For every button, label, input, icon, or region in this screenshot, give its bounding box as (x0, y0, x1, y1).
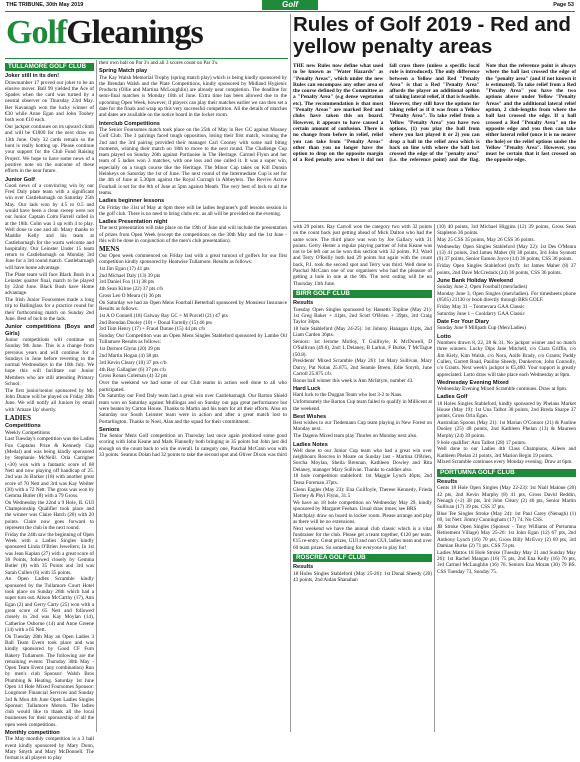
result-line: 1st Jim Egan (17) 41 pts (99, 265, 150, 272)
paragraph: On Tuesday 28th May an Open Ladies 3 Ball Team Event took place and was kindly sponsored by Good CF Furn Bakery Tullamore. The following are the remaining events: Thursday 30th May - Open Team Event (any combination) Run by men's club Sponsor: Walsh Bros Plumbing & Heating. Saturday 1st June Open 14 Hole Mixed Foursomes Sponsor: Longmore Financial Services and Sunday 3rd & Mon 4th June Open Ladies Singles Sponsor: Tullamore Motors. The ladies club would like to thank all the local businesses for their sponsorship of all the open week competitions. (5, 633, 94, 728)
column-roscrea-portumna (437, 224, 576, 732)
paragraph: Sunday June 2, Open Fourball (men/ladies) (437, 284, 528, 291)
paragraph: Wednesday Open Singles Stableford (May 22): 1st Des O'Meara (13) 41 points, 2nd James Maher (8) 38 points, 3rd John Synnott (9) 37 points, Senior Eamon Joyce (14) 36 points, CSS 36 points. (437, 243, 576, 263)
masthead-part2: Gleanings (66, 14, 203, 51)
subheading: Lotto (437, 333, 451, 340)
paragraph: On Wednesday the 22nd a 9 Hole, IL GUI Championship Qualifier took place and the winner was Claire Hatch (20) with 20 points. Claire now goes forward to represent the club in the next round. (5, 499, 94, 532)
section-heading-mens: MENS (99, 245, 120, 254)
result-line: 2nd Michael Daly (13) 39 pts (99, 272, 161, 279)
paragraph: Presidents' Mixed Scramble (May 26): 1st Mary Sullivan, Mary Darcy, Pat Nolan 25.875, 2nd Seamie Breen, Edie Smyth, June Carroll 25.875 c/b. (293, 358, 432, 378)
subheading: Seniors (99, 426, 120, 433)
paragraph: Sunday Our Competition was an Open Mens Singles Stableford sponsored by Lambe Oil Tullamore Results as follows: (99, 333, 287, 346)
column-tullamore-cont (99, 60, 287, 732)
paragraph: Our jackpot continues on its upward climb and will be €1800 for the next draw on 13th June. Only 32 cards remain so the hunt is really hotting up. Please continue your support for the Club Fund Raising Project. We hope to have some news of a positive note on the outcome of these efforts in the near future. (5, 124, 94, 175)
paragraph: Friday May 31 – Toomevara GAA Classic (437, 304, 525, 311)
column-divider (290, 14, 291, 732)
result-line: 3rd Tom Henry (17) + Fraud Dunne (15) 44 pts c/b (99, 326, 205, 333)
paragraph: Wednesday Evening Mixed Scramble continues. Draw at 6pm. (437, 386, 568, 393)
section-tab: Golf (262, 0, 318, 10)
publication-date: THE TRIBUNE, 30th May 2019 (6, 2, 84, 8)
paragraph: Seniors: 1st Jerome Molloy, T Guilfoyle, K McDowell, D O'Sullivan (49.6), 2nd: L Delaney, B Larkin, F Burke, T McTague (50.8). (293, 339, 432, 358)
column-divider (96, 60, 97, 732)
paragraph: Tuesday Open Singles sponsored by Hassetts Topline (May 21): 1st Greg Baker + 41pts, 2nd Scott O'Brien + 39pts, 3rd Craig Taylor 38pts. (293, 306, 432, 326)
paragraph: Glenn Eagles (May 23): Ena Guilfoyle, Therese Kennedy, Frieda Tierney & Phyl Flynn, 31.5 (293, 486, 432, 499)
paragraph: The Irish Junior Foursomes made a long trip to Ballinglass for a practice round for their forthcoming match on Sunday 2nd June. Best of luck to the lads. (5, 297, 94, 323)
subheading: Interclub Competitions (99, 120, 160, 127)
headline: Rules of Golf 2019 - Red and yellow penalty areas (293, 13, 571, 58)
paragraph: Drawnumber 17 proved our joker to be an elusive mover. Ball 99 yielded the Ace of Spades when the card was turned by a neutral observer on Thursday 23rd May. Ber Kavanagh won the lucky winner of €30 while Anne Egan and John Toohey both won €10 each. (5, 79, 94, 124)
column-divider (434, 224, 435, 732)
paragraph: Friday the 24th saw the beginning of Open Week with a Ladies Singles kindly sponsored Linda O'Brien Jewellers; In 1st was Jean Kaplan (27) with a great score of 36 Points, followed closely by Gemma Butler (8) with 35 Points and 3rd was Sarah Cullen (6) with 35 points. (5, 531, 94, 576)
masthead-part1: Golf (6, 14, 67, 51)
paragraph: An Open Ladies Scramble kindly sponsored by the Tullamore Court Hotel took place on Sunday 26th which had a super turn out. Alison McCarthy (17), Ann Egan (2) and Gerry Carty (25) won with a great score of 65 Nett and followed closely in 2nd was Kay Moylan (14), Catherine Osborne (14) and Anne Greene (14) with a 65 Nett. (5, 576, 94, 633)
subheading: Ladies Presentation night (99, 219, 168, 226)
subheading: Ladies Notes (293, 441, 328, 448)
result-line: 1st A O Connell (18) Galway Bay GC + M Purcell (21) 47 pts (99, 312, 228, 319)
paragraph: We have an 18 hole competition on Wednesday May 29, kindly sponsored by Margaret Feehan. Usual draw times; see BRS (293, 499, 432, 512)
club-bar-birr: BIRR GOLF CLUB (293, 290, 432, 298)
paragraph: The Senior Mens Golf competition on Thursday last once again produced some good scoring with John Keane and Mark Flannelly both bringing in 35 points but John just did enough on the count back to win the overall. In category one, Paschal McCann won with 33 points. Seamus Dolan had 32 points to take the second spot and Oliver Dixon was third (99, 433, 287, 459)
paragraph: Well done to our Ladies 4th Class Champions, Aileen and Kathleen Phelan 21 points, 3rd Marion Begin 19 points. (437, 446, 576, 459)
paragraph: On Saturday we had an Open Mens Fourball Betterball sponsored by Monsieur Insurance Results as follows: (99, 299, 287, 312)
paragraph: The next presentation will take place on the 19th of June and will include the presentation of prizes from Open Week (except the competitions on the 30th May and the 1st June - this will be done in conjunction of the men's club presentation). (99, 225, 287, 245)
paragraph: Our Open week commenced on Friday last with a great turnout of golfers for our first competition kindly sponsored by Heatwise Tullamore. Results as follows: (99, 252, 287, 265)
paragraph: Numbers drawn 8, 22, 28 & 31. No jackpot winner and no match three winners. Lucky Dips Jane Mitchell, c/o Ciara Griffin, c/o Jim Kiely, Kim Walsh, c/o Nora, Aoife Brady, c/o Grants; Paddy Cullen, Garrett Road, Pauline Sheedy, Dunkerron; John Connolly, c/o Grants. Next week's jackpot is €5,400. Your support is greatly appreciated. Lotto draw will take place each Wednesday at 8pm. (437, 340, 576, 378)
result-line: 2nd Brendan Dooley (10) + Donal Farrelly (15) 46 pts (99, 319, 212, 326)
section-heading-ladies: LADIES (5, 414, 32, 423)
paragraph: Mixed Scramble continues every Monday evening. Draw at 6pm. (437, 459, 573, 466)
paragraph: On Saturday our Fred Daly team had a great win over Castlebarnagh. Our Barton Shield team won on Saturday against Mullingar and on Sunday our pga great performance but were beaten by Carton House. Thanks to Martin and his team for all their efforts. Also on Saturday our South Leinster team were in action and after a great match lost to Portarlington. Thanks to Noel, Alan and the squad for their commitment. (99, 393, 287, 425)
paragraph: Gents 18 Hole Open Singles (May 22-23): 1st Niall Malone (20) 42 pts, 2nd Kevin Murphy (8) 41 pts, Gross David Reddin, Nenagh (+2) 38 pts, 3rd John Cleary (2) 40 pts, Senior Martin Sullivan (17) 39 pts. CSS 37 pts. (437, 485, 576, 511)
paragraph: Australian Spoons (May 21): 1st Marian O'Connor (21) & Pauline Dooley (25) 48 points, 2nd Kathleen Phelan (13) & Maureen Murphy (24) 39 points. (437, 420, 576, 439)
column-tullamore (5, 60, 94, 762)
result-line: 3rd Kevin Cleary (10) 37 pts c/b (99, 359, 167, 366)
masthead (6, 14, 203, 52)
result-line: 4th Ray Gallagher (6) 37 pts c/b (99, 366, 166, 373)
paragraph: The Kay Walsh Memorial Trophy (spring match play) which is being kindly sponsored by the Brendan Walsh and the Plate Competitions, kindly sponsored by Midland Hygienic Products (Ollie and Martina McLoughlin) are already near completion. The deadline for semi-final matches is Monday 10th of June. Extra time has been allowed due to the upcoming Open Week, however, if players can play their matches earlier we can then set a date for the finals and wrap up this very successful competition. All the details of matches and dates are available on the notice board in the locker room. (99, 74, 287, 119)
result-line: 3rd Daniel Fox (11) 38 pts (99, 279, 154, 286)
result-line: Gross Ronan Coleman (4) 32 pts (99, 373, 168, 380)
subheading: Joker still in its den! (5, 73, 60, 80)
club-bar-roscrea: ROSCREA GOLF CLUB (293, 554, 432, 562)
paragraph: 18 Holes Singles Stableford, kindly sponsored by Phelans Market House (May 19): 1st Una Talbot 38 points, 2nd Breda Sharpe 37 points, Gross Orla Egan. (437, 400, 576, 420)
paragraph: Well done to our Junior Cup team who had a great win over neighbours Roscrea in Moate on Sunday last - Martina O'Brien, Sorcha Moylan, Sheila Brennan, Kathleen Dowley and Rita Delaney, manager Mary Sullivan. Thanks to caddies also. (293, 447, 432, 473)
club-bar-portumna: PORTUMNA GOLF CLUB (437, 469, 576, 477)
paragraph: The Dagens Mixed team play Thurles on Monday next also. (293, 433, 418, 440)
paragraph: JB Stroke Open Singles (Sponsor - Tony Williams of Portumna Retirement Village) May 25-26: 1st John Egan (12) 67 pts, 2nd Anthony Lynch (16) 70 pts, Gross Billy McEvoy (2) 69 pts, 3rd Damian Burke (2) 71 pts. CSS 73 pts. (437, 524, 576, 549)
subheading: Hard Luck (293, 386, 321, 393)
header-rule (5, 11, 575, 12)
paragraph: Weekly Competitions (5, 429, 50, 436)
paragraph: Friday Open Singles Stableford (m/f): 1st James Maher (8) 37 points, 2nd Dave McCredack (24) 36 points, CSS 36 points. (437, 263, 576, 276)
paragraph: Bonus ball winner this week is Ann McIntyre, number 43. (293, 377, 414, 384)
paragraph: 9 hole qualifier: Ann Talbot (28) 17 points. (437, 439, 527, 446)
paragraph: Sunday June 9 Millpath Cup (Men/Ladies) (437, 325, 526, 332)
subheading: Spring Match play (99, 68, 148, 75)
subheading: Junior Golf (5, 176, 35, 183)
subheading: Junior competitions (Boys and Girls) (5, 324, 94, 337)
paragraph: May 25 CSS 35 points, May 26 CSS 36 points. (437, 237, 535, 244)
subheading: Ladies Golf (437, 394, 468, 401)
page-header (0, 0, 580, 11)
result-line: Gross Leo O Meara (1) 36 pts (99, 292, 162, 299)
paragraph: Best wishes to our Tiedemann Cup team playing in New Forest on Monday next. (293, 420, 432, 433)
page-number: Page 53 (553, 2, 574, 8)
paragraph: Ladies Mattos 18 Hole Stroke (Tuesday May 21 and Sunday May 26): 1st Rachel Mangan (16) 75 pts, 2nd Ena Kelly (16) 76 pts, 3rd Carmel McLaughlin (16) 76. Seniors Ena Moran (30) 79 BS. CSS Tuesday 73, Sunday 75. (437, 549, 576, 575)
paragraph: The Plate team will face Black Bush in a Leinster quarter final, match to be played by 22nd June. Black Bush have Home advantage. (5, 271, 94, 297)
subheading: Best Wishes (293, 413, 327, 420)
paragraph: The Senior Foursomes match took place on the 25th of May in Rev GC against Mosney Golf Club. The 3 pairings faced tough opposition, losing their first match, winning the 2nd and the 3rd pairing provided their manager Carl Cooney with some nail biting moments, winning their match on 18th to move to the next round. The Challenge Cup team played on Sunday 26th against Portlaoise in The Heritage. Carmel Flynn and her team of 5 ladies won 3 matches, with one loss and one called it. It was a super win, especially on a tough course like the Heritage. The Minor Cup takes on Kill Dunsin Heinkeys on Saturday the 1st of June. The next round of the Intermediate Cup is set for the 4th of June at 5.30pm against the Royal Curragh in Abbeyleix. The Revive Active Fourball is set for the 8th of June at 5pm against Meath. The very best of luck to all the teams. (99, 126, 287, 196)
subheading: Results (293, 564, 314, 571)
paragraph: The first junior/senior sponsored by Mr. John Dunne will be played on Friday 28th June. We will notify all Juniors by email with 'Amaze Up' shortly. (5, 387, 94, 413)
masthead-rule (5, 58, 288, 59)
column-birr (293, 224, 432, 732)
subheading: Competitions (5, 423, 41, 430)
article-rule (293, 221, 576, 222)
subheading: June Bank Holiday Weekend (437, 277, 514, 284)
paragraph: Hard luck to the Duggan Team who lost 3-2 to Naas. (293, 392, 403, 399)
paragraph: with 29 points. Ray Carroll won the category two with 32 points on the count back just getting ahead of Mick Dalton who had the same score. The third place was won by Joe Gallacy with 31 points. Gerry Hester a regular playing partner of John Keane was not to be left out as he won this section with 32 points. P.J. Ward and Terry O'Reilly both had 29 points but again with the count back, P.J. took the second spot and Terry was third. Well done to Paschal McCann one of our organisers who had the pleasure of getting a hole in one at the 9th. The next outing will be on Thursday 13th June. (293, 224, 432, 287)
paragraph: Junior competitions will continue on Sunday 9th June. This is a change from previous years and will continue for 4 Sundays in June before reverting to the normal Wednesdays in the 10th July. We hope this will facilitate our Junior Members who are still attending Primary School. (5, 336, 94, 388)
paragraph: Monday June 3, Open Singles (men/ladies). For timesheets phone (0505) 21130 or book directly through BRS GOLF. (437, 290, 576, 304)
paragraph: Unfortunately the Barton Cup team failed to qualify in Millicent at the weekend. (293, 399, 432, 412)
paragraph: Matchplay draw on board in locker room. Please arrange and play as there will be no extensions. (293, 512, 432, 526)
paragraph: Over the weekend we had some of our Club teams in action well done to all who participated. (99, 380, 287, 393)
club-bar-tullamore: TULLAMORE GOLF CLUB (5, 63, 94, 71)
paragraph: (10) 40 points, 3rd Michael Higgins (12) 39 points, Gross Sean Stapleton 36 points. (437, 224, 576, 237)
paragraph: 18 hole Stableford (May 24-25): 1st Johnny Hanagan 41pts, 2nd Liam Carden 36pts. (293, 325, 432, 339)
result-line: 4th Sean Kilroe (22) 37 pts c/b (99, 286, 163, 293)
subheading: Results (437, 478, 458, 485)
subheading: Date For Your Diary (437, 319, 490, 326)
paragraph: Last Tuesday's competition was the Ladies Fun Captains Prize & Kennedy Cup (Medal) and was being kindly sponsored by Stephanie McNeill. Orla Carrigher (+30) won with a fantastic score of 68 Nett and now playing off handicap of 25. 2nd was Jo Barker (18) with another great score of 70 Nett and 3rd was Kay Weilter (30) with a 72 Nett. The gross was won by Gemma Butler (8) with a 79 Gross. (5, 436, 94, 500)
paragraph: Good news of a convincing win by our Fred Daly plate team with a significant win over Castlebarnagh on Saturday 25th May. Our lads won by 4.5 to 0.5 and would have been a clean sweep were not our Junior Captain Colm Farrell called in at the 18th. Colm was 3 up with 4 to play. Well done to one and all. Many thanks to Maddie Kelly and his team at Castlebarnagh for the warm welcome and hospitality. Our Leinster Under 15 team return to Castlebarnagh on Monday 3rd June for a 3rd round match. Castlebarnagh will have home advantage. (5, 182, 94, 271)
result-line: 1st Dermot Glynn (20) 39 pts (99, 346, 161, 353)
paragraph: Saturday June 1 – Cooldarry GAA Classic (437, 310, 525, 317)
paragraph: 18 Holes Singles Stableford (May 25-26): 1st Donal Sheedy (20) 43 points, 2nd Aidan Shanahan (293, 570, 432, 583)
subheading: Wednesday Evening Mixed (437, 379, 509, 386)
paragraph: On Friday the 31st of May at 6pm there will be ladies beginner's golf lessons session in the golf club. There is no need to bring clubs etc. as all will be provided on the evening. (99, 204, 287, 217)
result-line: 2nd Martin Hogan (4) 38 pts (99, 353, 159, 360)
subheading: Ladies beginner lessons (99, 198, 165, 205)
paragraph: their own ball on Par 3's and all 3 scores count on Par 3's. (99, 60, 219, 66)
paragraph: Blue Tee Singles Stroke (May 24): 1st Paul Carey (Nenagh) (1) 69, 1st Nett: Jimmy Cunningham (17) 74. No CSS. (437, 510, 576, 524)
rules-article-body: THE new Rules now define what used to be known as "Water Hazards" as "Penalty Areas", which under the new Rules can encompass any other area of the course defined by the Committee as a "Penalty Area" (e.g dense vegetation etc). The recommendation is that most "Penalty Areas" are marked Red and clubs have taken this on board. However, it appears to have caused a certain amount of confusion. There is no change from before in relief, relief you can take from "Penalty Areas" other than you no longer have the option to drop on the opposite margin of a Red penalty area when it did not fall cross there (unless a specific local rule is introduced). The only difference between a Yellow and Red "Penalty Area" is that a Red "Penalty Area" affords the player an additional option of taking lateral relief, if that is feasible. However, they still have the options for taking relief as if it was from a Yellow "Penalty Area". To take relief from a Yellow "Penalty Area" you have two options, (1) you play the ball from where you last played it or 2) you can drop a ball in the relief area which is back on line with where the ball last crossed the edge of the "penalty area" (i.e. the reference point) and the flag. Note that the reference point is always where the ball last crossed the edge of the "penalty area" (and if not known it is estimated). To take relief from a Red "Penalty Area" you have the two options above under Yellow "Penalty Areas" and the additional lateral relief option, 2 club-lengths from where the ball last crossed the edge. If a ball crossed a Red "Penalty Area" on the opposite edge and you then can take either lateral relief (once it is no nearer the hole) or the relief options under the Yellow "Penalty Area". However, you must be certain that it last crossed on the opposite edge. (293, 63, 576, 164)
subheading: Results (293, 300, 314, 307)
paragraph: Next weekend we have the annual club classic which is a vital fundraiser for the club. Please get a team together, €120 per team. €15 re-entry. Great prizes, GUI and non GUI, ladies team and over 60 team prizes. So something for everyone to play for! (293, 525, 432, 551)
paragraph: 18 hole competition stableford: 1st Maggie Lynch 46pts, 2nd Tessa Foreman 37pts. (293, 473, 432, 486)
paragraph: The May monthly competition is a 3 ball event kindly sponsored by Mary Dunn, Mary Smyth and Mary McDonnell. The format is all players to play (5, 736, 94, 762)
subheading: Monthly competition (5, 730, 60, 737)
